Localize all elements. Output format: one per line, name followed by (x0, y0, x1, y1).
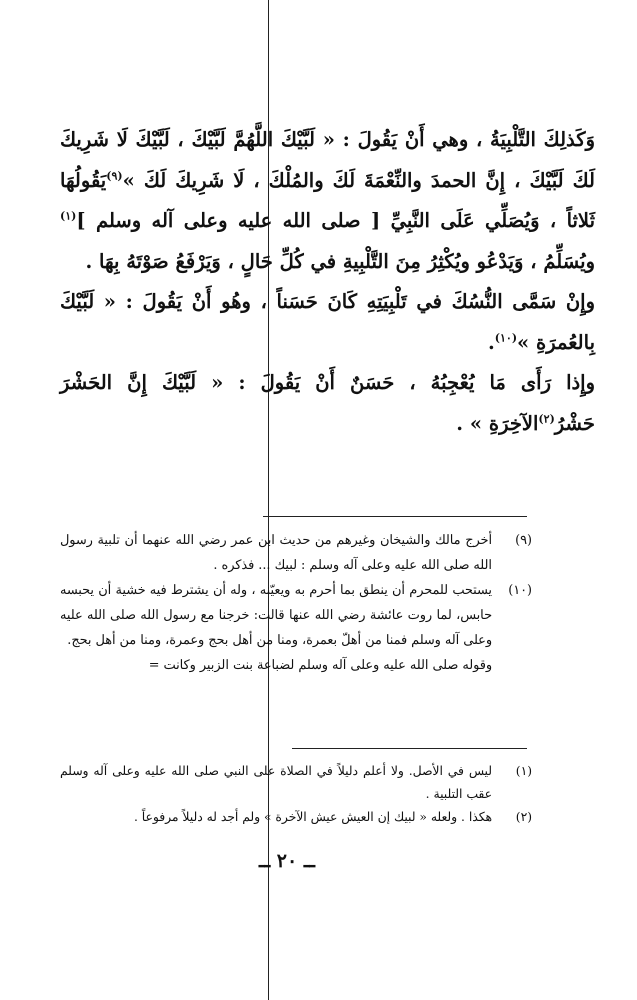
editor-footnote-separator (292, 748, 527, 749)
main-text (60, 120, 595, 444)
footnote-number: (٩) (515, 533, 532, 548)
footnote-separator (263, 516, 527, 517)
paragraph-text: الآخِرَةِ » . (456, 411, 539, 435)
footnote-text: ليس في الأصل. ولا أعلم دليلاً في الصلاة على النبي صلى الله عليه وعلى آله وسلم عقب التلبية . (60, 764, 492, 801)
paragraph-text: يَقُولُهَا ثَلاثاً ، وَيُصَلِّي عَلَى النَّبِيِّ [ صلى الله عليه وعلى آله وسلم ] (60, 168, 595, 232)
paragraph-nusuk (60, 282, 595, 363)
footnote-number: (١) (515, 764, 532, 778)
paragraph-text: وإِنْ سَمَّى النُّسُكَ في تَلْبِيَتِهِ كَانَ حَسَناً ، وهُو أَنْ يَقُولَ : « لَبَّيْكَ بِالعُمرَةِ » (60, 290, 595, 354)
footnote-number: (٢) (515, 810, 532, 824)
footnote-text: هكذا . ولعله « لبيك إن العيش عيش الآخرة » ولم أجد له دليلاً مرفوعاً . (133, 810, 492, 824)
footnote (60, 760, 532, 806)
footnote (60, 578, 532, 653)
footnote (60, 653, 532, 678)
footnote-text: وقوله صلى الله عليه وعلى آله وسلم لضباعة بنت الزبير وكانت = (148, 658, 492, 673)
footnotes-numbered (60, 528, 532, 678)
footnote-text: أخرج مالك والشيخان وغيرهم من حديث ابن عمر رضي الله عنهما أن تلبية رسول الله صلى الله عليه وعلى آله وسلم : لبيك ... فذكره . (60, 533, 492, 573)
paragraph-text: ويُسَلِّمُ ، وَيَدْعُو ويُكْثِرُ مِنَ التَّلْبِيةِ في كُلِّ حَالٍ ، وَيَرْفَعُ صَوْتَهُ بِهَا . (85, 249, 595, 273)
footnote-ref: (١) (60, 209, 77, 223)
paragraph-text: وإِذا رَأَى مَا يُعْجِبُهُ ، حَسَنٌ أَنْ يَقُولَ : « لَبَّيْكَ إِنَّ الحَشْرَ حَشْرُ (60, 371, 595, 435)
page-number: ــ ٢٠ ــ (259, 850, 315, 872)
footnote-ref: (٢) (538, 412, 555, 425)
footnotes-editor (60, 760, 532, 829)
footnote-ref: (١٠) (494, 331, 518, 344)
paragraph-text: وَكَذلِكَ التَّلْبِيَةُ ، وهي أَنْ يَقُولَ : « لَبَّيْكَ اللَّهُمَّ لَبَّيْكَ ، لَبَّيْكَ لَا شَرِيكَ لَكَ لَبَّيْكَ ، إِنَّ الحمدَ والنِّعْمَةَ لَكَ والمُلْكَ ، لَا شَرِيكَ لَكَ » (60, 128, 595, 192)
paragraph-talbiyah (60, 120, 595, 282)
footnote (60, 806, 532, 829)
paragraph-text: . (487, 330, 495, 354)
footnote (60, 528, 532, 578)
footnote-text: يستحب للمحرم أن ينطق بما أحرم به ويعيّنه ، وله أن يشترط فيه خشية أن يحبسه حابس، لما روت عائشة رضي الله عنها قالت: خرجنا مع رسول الله صلى الله عليه وعلى آله وسلم فمنا من أهلّ بعمرة، ومنا من أهل بحج وعمرة، ومنا من أهل بحج. (60, 583, 492, 648)
footnote-number: (١٠) (508, 583, 532, 598)
footnote-ref: (٩) (106, 169, 123, 182)
paragraph-hashr (60, 363, 595, 444)
